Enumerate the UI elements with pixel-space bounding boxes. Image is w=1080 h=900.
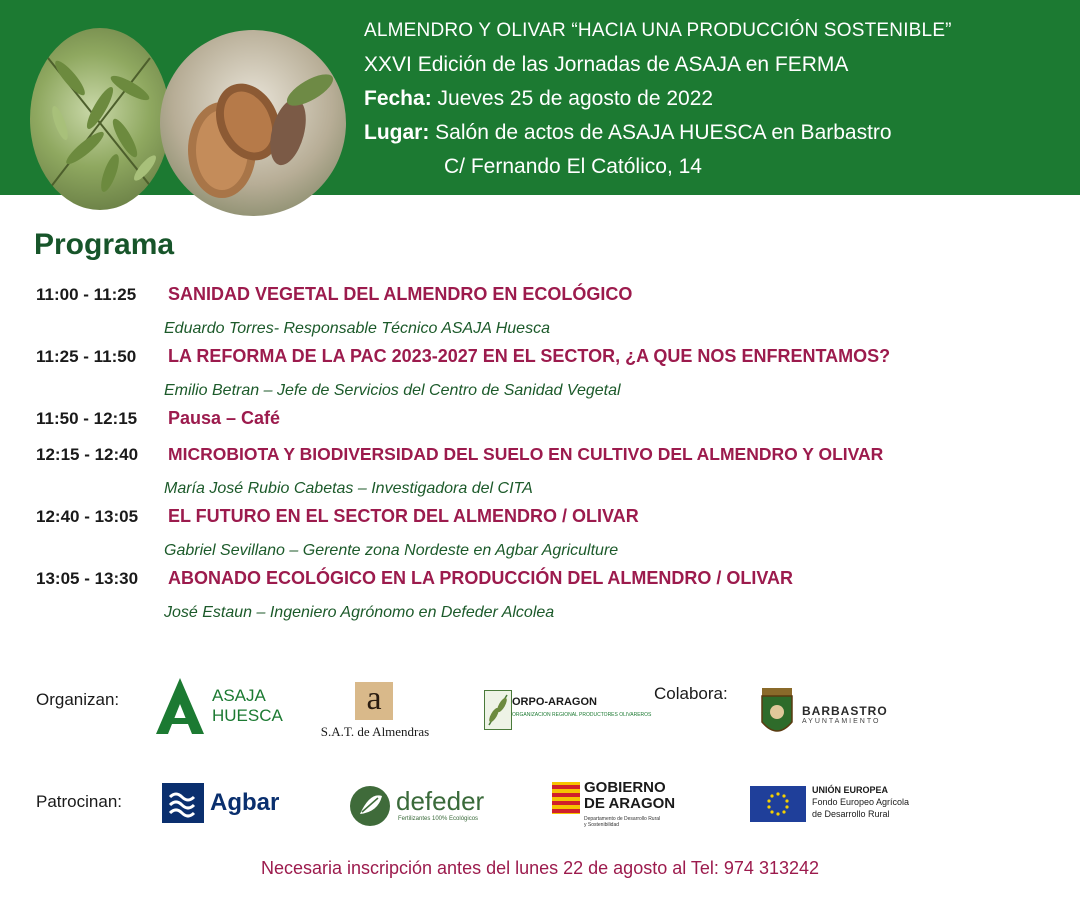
schedule-item [36,506,1076,568]
schedule-item [36,444,1076,506]
event-title: ALMENDRO Y OLIVAR “HACIA UNA PRODUCCIÓN SOSTENIBLE” [364,20,952,41]
date-value: Jueves 25 de agosto de 2022 [437,87,714,110]
schedule-list [36,284,1076,630]
sat-almendras-logo [310,682,440,740]
slot-speaker: María José Rubio Cabetas – Investigadora del CITA [164,480,533,497]
defeder-name: defeder [396,786,485,816]
barbastro-logo [760,688,900,740]
slot-speaker: Eduardo Torres- Responsable Técnico ASAJA Huesca [164,320,550,337]
orpo-aragon-logo [484,690,652,730]
agbar-name: Agbar [210,789,280,816]
gobierno-dept-line1: Departamento de Desarrollo Rural [584,816,661,822]
slot-speaker: Emilio Betran – Jefe de Servicios del Centro de Sanidad Vegetal [164,382,621,399]
event-edition: XXVI Edición de las Jornadas de ASAJA en FERMA [364,53,849,76]
olive-branch-photo [30,28,170,210]
event-date [364,82,952,116]
union-europea-logo [750,784,920,824]
event-info [364,14,952,184]
slot-title: SANIDAD VEGETAL DEL ALMENDRO EN ECOLÓGICO [168,284,633,304]
slot-time: 12:40 - 13:05 [36,507,139,526]
olive-leaf-icon [484,690,512,730]
header-banner [0,0,1080,195]
slot-time: 11:50 - 12:15 [36,409,138,428]
barbastro-sub: AYUNTAMIENTO [802,718,881,725]
orpo-name: ORPO-ARAGON [512,696,597,708]
date-label: Fecha: [364,87,432,110]
place-label: Lugar: [364,121,430,144]
sat-name: S.A.T. de Almendras [320,724,430,739]
sat-letter: a [355,682,393,720]
slot-time: 11:25 - 11:50 [36,347,137,366]
asaja-a-icon [156,678,204,734]
asaja-line1: ASAJA [212,686,266,705]
almond-photo [160,30,346,216]
slot-speaker: Gabriel Sevillano – Gerente zona Nordeste en Agbar Agriculture [164,542,619,559]
programa-heading: Programa [34,228,175,261]
registration-note: Necesaria inscripción antes del lunes 22 de agosto al Tel: 974 313242 [260,858,820,878]
barbastro-crest-icon [760,688,794,740]
slot-speaker: José Estaun – Ingeniero Agrónomo en Defeder Alcolea [164,604,555,621]
defeder-subtitle: Fertilizantes 100% Ecológicos [398,816,479,822]
asaja-line2: HUESCA [212,706,283,725]
organizers-label: Organizan: [36,690,120,709]
slot-time: 12:15 - 12:40 [36,445,139,464]
gobierno-aragon-logo [552,780,692,832]
defeder-logo [350,784,520,828]
schedule-item [36,408,1076,444]
asaja-huesca-logo [156,678,296,738]
schedule-item [36,346,1076,408]
agbar-logo [162,783,292,823]
eu-fund-line2: de Desarrollo Rural [812,809,890,819]
eu-title: UNIÓN EUROPEA [812,785,889,795]
orpo-subtitle: ORGANIZACION REGIONAL PRODUCTORES OLIVAREROS [512,712,652,718]
schedule-item [36,284,1076,346]
slot-time: 11:00 - 11:25 [36,285,137,304]
eu-flag-icon [750,786,806,822]
event-place [364,116,952,150]
barbastro-name: BARBASTRO [802,704,888,718]
collaborator-label: Colabora: [654,684,728,703]
sponsors-label: Patrocinan: [36,792,122,811]
slot-time: 13:05 - 13:30 [36,569,139,588]
defeder-leaf-icon [350,786,390,826]
slot-title: LA REFORMA DE LA PAC 2023-2027 EN EL SECTOR, ¿A QUE NOS ENFRENTAMOS? [168,346,891,366]
gobierno-line1: GOBIERNO [584,779,666,796]
agbar-wave-icon [162,783,204,823]
slot-title: MICROBIOTA Y BIODIVERSIDAD DEL SUELO EN CULTIVO DEL ALMENDRO Y OLIVAR [168,444,884,464]
slot-title: EL FUTURO EN EL SECTOR DEL ALMENDRO / OLIVAR [168,506,639,526]
event-address: C/ Fernando El Católico, 14 [444,155,702,178]
slot-title: Pausa – Café [168,408,281,428]
aragon-flag-icon [552,782,580,814]
place-value: Salón de actos de ASAJA HUESCA en Barbastro [435,121,892,144]
gobierno-dept-line2: y Sostenibilidad [584,822,620,828]
gobierno-line2: DE ARAGON [584,795,676,812]
schedule-item [36,568,1076,630]
eu-fund-line1: Fondo Europeo Agrícola [812,797,910,807]
slot-title: ABONADO ECOLÓGICO EN LA PRODUCCIÓN DEL ALMENDRO / OLIVAR [168,568,794,588]
